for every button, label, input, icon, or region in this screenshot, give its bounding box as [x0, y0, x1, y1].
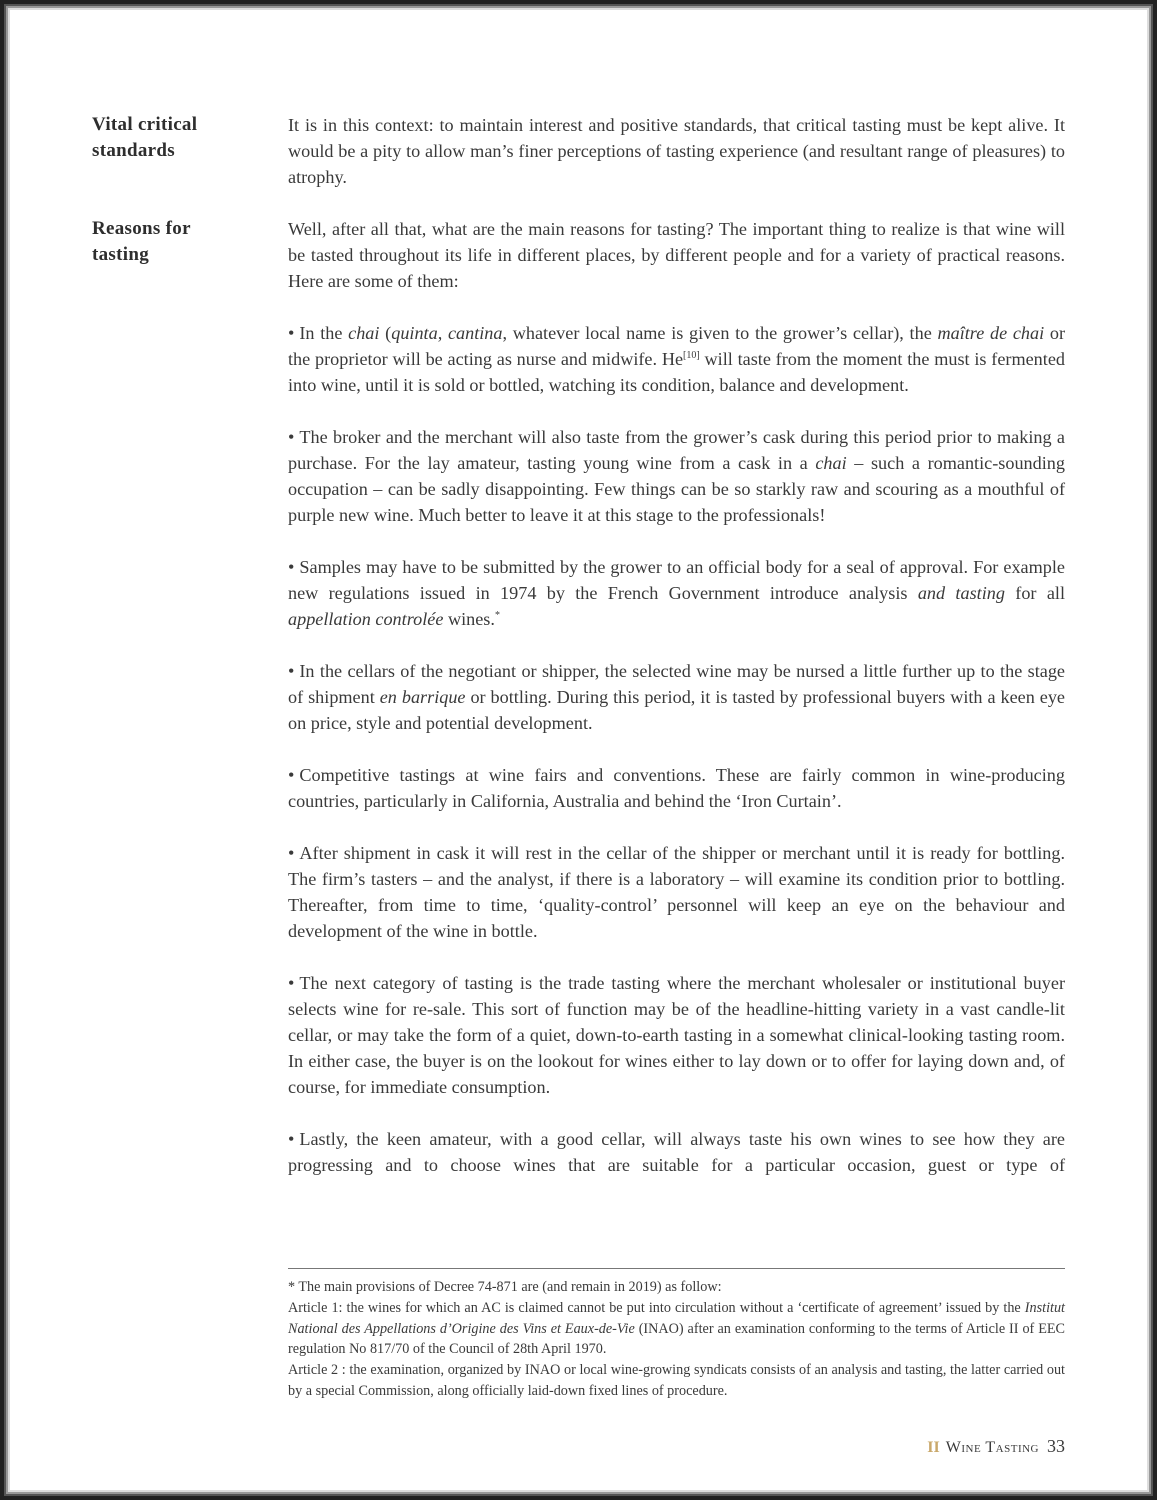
bullet-icon: •	[288, 765, 295, 785]
bullet-icon: •	[288, 1129, 295, 1149]
bullet-paragraph: • Lastly, the keen amateur, with a good cellar, will always taste his own wines to see how they are progressing and to choose wines that are suitable for a particular occasion, guest or type of	[288, 1126, 1065, 1178]
paragraph: It is in this context: to maintain interest and positive standards, that critical tasting must be kept alive. It would be a pity to allow man’s finer perceptions of tasting experience (and resultant range of pleasures) to atrophy.	[288, 115, 1065, 187]
bullet-icon: •	[288, 973, 295, 993]
chapter-numeral: II	[927, 1439, 940, 1456]
running-footer	[927, 1436, 1065, 1457]
bullet-icon: •	[288, 427, 295, 447]
footnote-line: Article 1: the wines for which an AC is claimed cannot be put into circulation without a ‘certificate of agreement’ issued by the Institut National des Appellations d’Origine des Vins et Eaux-de-Vie (INAO) after an examination conforming to the terms of Article II of EEC regulation No 817/70 of the Council of 28th April 1970.	[288, 1299, 1066, 1358]
bullet-paragraph: • After shipment in cask it will rest in the cellar of the shipper or merchant until it is ready for bottling. The firm’s tasters – and the analyst, if there is a laboratory – will examine its condition prior to bottling. Thereafter, from time to time, ‘quality-control’ personnel will keep an eye on the behaviour and development of the wine in bottle.	[288, 840, 1065, 944]
bullet-icon: •	[288, 843, 295, 863]
footnotes	[288, 1277, 1065, 1402]
bullet-paragraph: • In the chai (quinta, cantina, whatever local name is given to the grower’s cellar), the maître de chai or the proprietor will be acting as nurse and midwife. He[10] will taste from the moment the must is fermented into wine, until it is sold or bottled, watching its condition, balance and development.	[288, 320, 1065, 398]
bullet-icon: •	[288, 661, 295, 681]
section-body	[288, 112, 1065, 190]
bullet-icon: •	[288, 557, 295, 577]
bullet-icon: •	[288, 323, 295, 343]
bullet-paragraph: • Samples may have to be submitted by the grower to an official body for a seal of approval. For example new regulations issued in 1974 by the French Government introduce analysis and tasting for all appellation controlée wines.*	[288, 554, 1065, 632]
footnote-rule	[288, 1268, 1065, 1269]
footnote-line: * The main provisions of Decree 74-871 are (and remain in 2019) as follow:	[288, 1279, 722, 1295]
bullet-paragraph: • Competitive tastings at wine fairs and conventions. These are fairly common in wine-producing countries, particularly in California, Australia and behind the ‘Iron Curtain’.	[288, 762, 1065, 814]
page-number: 33	[1047, 1436, 1065, 1456]
footnote-line: Article 2 : the examination, organized by INAO or local wine-growing syndicats consists of an analysis and tasting, the latter carried out by a special Commission, along officially laid-down fixed lines of procedure.	[288, 1362, 1065, 1399]
chapter-title: Wine Tasting	[945, 1439, 1039, 1456]
bullet-paragraph: • In the cellars of the negotiant or shipper, the selected wine may be nursed a little further up to the stage of shipment en barrique or bottling. During this period, it is tasted by professional buyers with a keen eye on price, style and potential development.	[288, 658, 1065, 736]
bullet-paragraph: • The broker and the merchant will also taste from the grower’s cask during this period prior to making a purchase. For the lay amateur, tasting young wine from a cask in a chai – such a romantic-sounding occupation – can be sadly disappointing. Few things can be so starkly raw and scouring as a mouthful of purple new wine. Much better to leave it at this stage to the professionals!	[288, 424, 1065, 528]
side-heading: Reasons for tasting	[92, 218, 191, 265]
intro-paragraph: Well, after all that, what are the main reasons for tasting? The important thing to realize is that wine will be tasted throughout its life in different places, by different people and for a variety of practical reasons. Here are some of them:	[288, 219, 1065, 291]
section-body	[288, 216, 1065, 1178]
bullet-paragraph: • The next category of tasting is the trade tasting where the merchant wholesaler or institutional buyer selects wine for re-sale. This sort of function may be of the headline-hitting variety in a vast candle-lit cellar, or may take the form of a quiet, down-to-earth tasting in a somewhat clinical-looking tasting room. In either case, the buyer is on the lookout for wines either to lay down or to offer for laying down and, of course, for immediate consumption.	[288, 970, 1065, 1100]
side-heading: Vital critical standards	[92, 114, 198, 161]
